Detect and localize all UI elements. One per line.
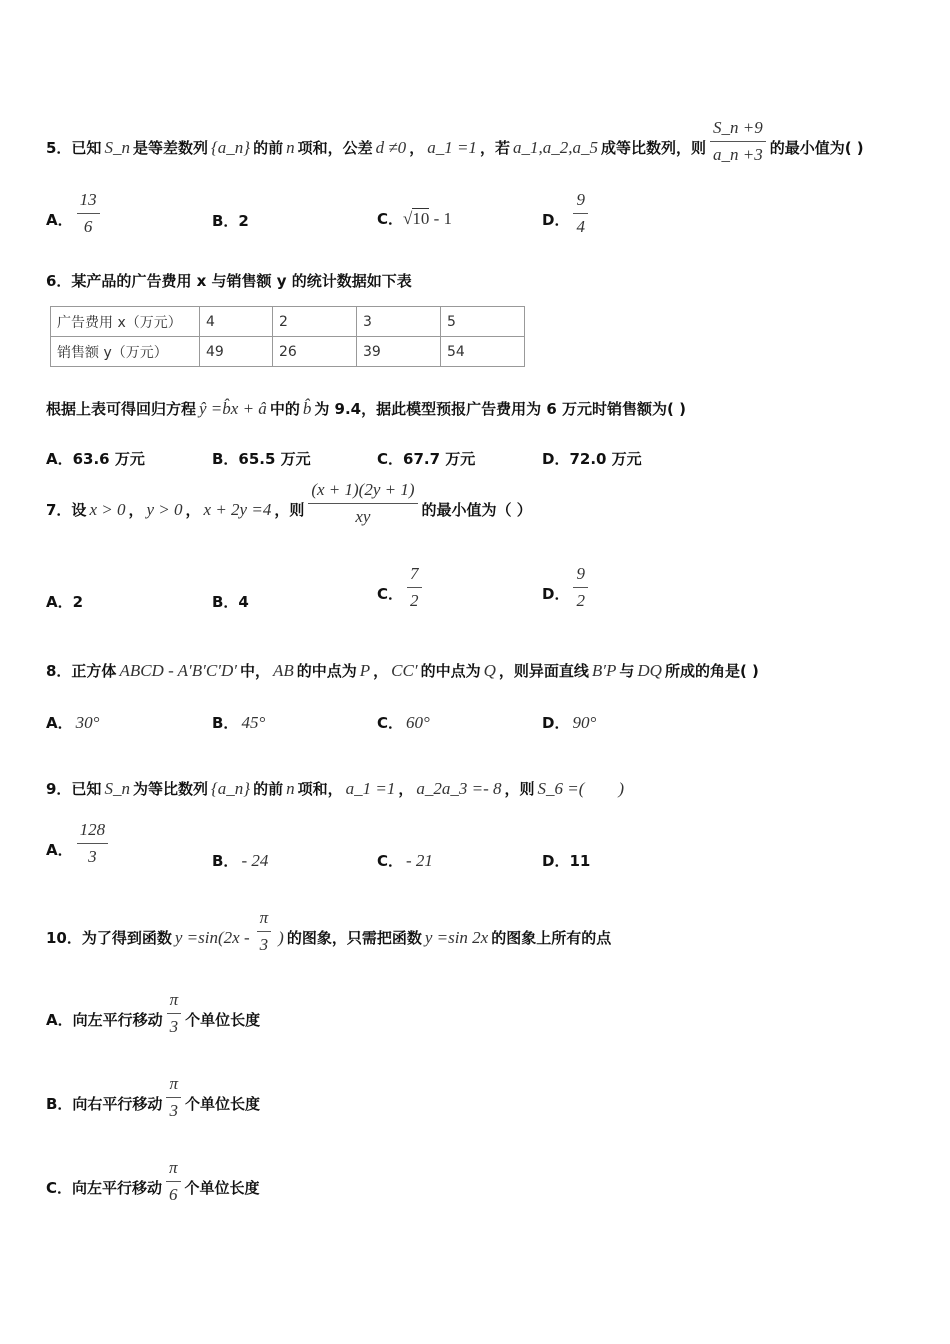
text: 6．某产品的广告费用 x 与销售额 y 的统计数据如下表	[46, 272, 412, 290]
radicand: 10	[412, 208, 430, 228]
fraction	[167, 990, 182, 1037]
text: A．	[46, 841, 73, 859]
text: A．63.6 万元	[46, 450, 145, 468]
q7-option-d	[542, 564, 592, 617]
table-cell: 广告费用 x（万元）	[51, 307, 200, 337]
text: 的前	[253, 780, 284, 798]
text: C．	[377, 852, 404, 870]
text: 项和，	[297, 780, 343, 798]
text: 是等差数列	[132, 139, 208, 157]
q9-option-b	[212, 850, 271, 871]
text: 的图象上所有的点	[491, 929, 612, 947]
text: ，	[398, 780, 414, 798]
text: ，	[409, 139, 425, 157]
math-expression: x > 0	[89, 499, 126, 519]
text: A．向左平行移动	[46, 1011, 163, 1029]
q10-stem	[46, 908, 612, 961]
math-expression: a_1 =1	[427, 137, 477, 157]
text: 中，	[239, 662, 270, 680]
text: B．	[212, 852, 239, 870]
q5-stem	[46, 118, 864, 171]
math-expression: {a_n}	[210, 137, 251, 157]
text: 的最小值为（ ）	[421, 501, 532, 519]
numerator: π	[166, 1158, 181, 1182]
text: A．2	[46, 593, 84, 611]
math-expression: )	[278, 927, 284, 947]
math-expression: ABCD - A′B′C′D′	[119, 660, 237, 680]
q6-option-b	[212, 448, 311, 469]
data-table	[50, 306, 525, 367]
text: 9．已知	[46, 780, 102, 798]
text: 个单位长度	[184, 1179, 260, 1197]
text: ，则	[504, 780, 535, 798]
math-expression: b̂	[302, 398, 312, 418]
fraction	[573, 190, 588, 237]
denominator: 3	[88, 847, 97, 866]
q7-option-a	[46, 591, 83, 612]
math-expression: B′P	[591, 660, 617, 680]
q5-option-d	[542, 190, 592, 243]
math-expression: Q	[483, 660, 496, 680]
text: C．	[377, 714, 404, 732]
text: 的图象，只需把函数	[286, 929, 422, 947]
math-expression: AB	[272, 660, 294, 680]
text: C．67.7 万元	[377, 450, 476, 468]
q10-option-b	[46, 1074, 260, 1127]
q6-text	[46, 398, 686, 419]
text: B．65.5 万元	[212, 450, 311, 468]
q8-option-b	[212, 712, 268, 733]
denominator: 6	[83, 217, 93, 236]
text: C．向左平行移动	[46, 1179, 163, 1197]
text: B．向右平行移动	[46, 1095, 163, 1113]
text: C．	[377, 585, 404, 603]
math-expression: S_n	[104, 137, 130, 157]
text: 为等比数列	[132, 780, 208, 798]
denominator: a_n +3	[712, 145, 763, 164]
q8-option-a	[46, 712, 102, 733]
table-cell: 3	[357, 307, 441, 337]
fraction	[77, 190, 100, 237]
denominator: 6	[169, 1185, 178, 1204]
text: 根据上表可得回归方程	[46, 400, 197, 418]
math-expression: y =sin 2x	[424, 927, 489, 947]
q5-option-a	[46, 190, 104, 243]
q6-option-d	[542, 448, 642, 469]
text: 与	[619, 662, 635, 680]
text: 成等比数列，则	[600, 139, 706, 157]
denominator: 3	[169, 1017, 179, 1036]
q10-option-c	[46, 1158, 260, 1211]
text: B．2	[212, 212, 249, 230]
table-cell: 54	[441, 337, 525, 367]
text: ，	[185, 501, 201, 519]
fraction	[257, 908, 272, 955]
fraction	[166, 1158, 181, 1205]
q5-option-c	[377, 208, 452, 229]
fraction	[573, 564, 588, 611]
text: 7．设	[46, 501, 87, 519]
q7-stem	[46, 480, 532, 533]
q9-option-c	[377, 850, 436, 871]
fraction	[308, 480, 417, 527]
q9-option-d	[542, 850, 590, 871]
math-expression: S_n	[104, 778, 130, 798]
q8-stem	[46, 660, 759, 681]
text: 项和，公差	[297, 139, 373, 157]
math-expression: 30°	[75, 712, 100, 732]
denominator: 2	[410, 591, 419, 610]
numerator: π	[167, 990, 182, 1014]
q6-stem	[46, 270, 412, 291]
math-expression: P	[359, 660, 371, 680]
text: D．72.0 万元	[542, 450, 642, 468]
text: 个单位长度	[184, 1095, 260, 1113]
text: 的最小值为( )	[769, 139, 864, 157]
fraction	[710, 118, 766, 165]
text: ，则	[274, 501, 305, 519]
q5-option-b	[212, 210, 249, 231]
math-expression: S_6 =( )	[537, 778, 625, 798]
text: A．	[46, 714, 73, 732]
text: 的前	[253, 139, 284, 157]
text: 的中点为	[420, 662, 481, 680]
text: 所成的角是( )	[664, 662, 759, 680]
math-expression: - 24	[241, 850, 269, 870]
denominator: 3	[259, 935, 269, 954]
math-expression: 45°	[241, 712, 266, 732]
math-expression: x + 2y =4	[203, 499, 272, 519]
text: A．	[46, 211, 73, 229]
numerator: π	[166, 1074, 181, 1098]
fraction	[166, 1074, 181, 1121]
fraction	[407, 564, 422, 611]
numerator: π	[257, 908, 272, 932]
text: 的中点为	[296, 662, 357, 680]
q9-stem	[46, 778, 627, 799]
q6-option-c	[377, 448, 475, 469]
math-expression: ŷ =b̂x + â	[199, 398, 267, 418]
math-expression: 90°	[572, 712, 597, 732]
table-row	[51, 337, 525, 367]
text: ，	[373, 662, 389, 680]
math-expression: {a_n}	[210, 778, 251, 798]
text: D．	[542, 585, 570, 603]
math-expression: d ≠0	[375, 137, 407, 157]
text: 10．为了得到函数	[46, 929, 172, 947]
math-expression: n	[286, 137, 295, 157]
radical-sign-icon: √	[403, 208, 413, 228]
text: B．4	[212, 593, 249, 611]
numerator: S_n +9	[710, 118, 766, 142]
math-expression: n	[286, 778, 295, 798]
math-expression: DQ	[637, 660, 662, 680]
table-cell: 26	[273, 337, 357, 367]
text: D．	[542, 714, 570, 732]
denominator: xy	[355, 507, 371, 526]
text: B．	[212, 714, 239, 732]
math-expression: y > 0	[146, 499, 183, 519]
denominator: 4	[576, 217, 585, 236]
math-expression: a_2a_3 =- 8	[416, 778, 502, 798]
math-expression: 60°	[406, 712, 430, 732]
fraction	[77, 820, 109, 867]
radical-rest: - 1	[429, 208, 453, 228]
text: 5．已知	[46, 139, 102, 157]
math-expression: a_1 =1	[345, 778, 396, 798]
text: ，若	[479, 139, 510, 157]
table-cell: 49	[200, 337, 273, 367]
q9-option-a	[46, 820, 112, 873]
table-cell: 5	[441, 307, 525, 337]
math-expression: CC′	[391, 660, 418, 680]
math-expression: y =sin(2x -	[174, 927, 250, 947]
q7-option-c	[377, 564, 426, 617]
q6-option-a	[46, 448, 145, 469]
denominator: 3	[169, 1101, 178, 1120]
denominator: 2	[576, 591, 585, 610]
q10-option-a	[46, 990, 261, 1043]
math-expression: - 21	[406, 850, 433, 870]
numerator: (x + 1)(2y + 1)	[308, 480, 417, 504]
text: 为 9.4，据此模型预报广告费用为 6 万元时销售额为( )	[314, 400, 686, 418]
text: ，则异面直线	[498, 662, 589, 680]
q8-option-c	[377, 712, 433, 733]
math-expression: a_1,a_2,a_5	[512, 137, 598, 157]
numerator: 9	[573, 564, 588, 588]
numerator: 13	[77, 190, 100, 214]
numerator: 7	[407, 564, 422, 588]
q7-option-b	[212, 591, 249, 612]
text: D．11	[542, 852, 591, 870]
square-root	[403, 209, 452, 229]
table-cell: 销售额 y（万元）	[51, 337, 200, 367]
numerator: 9	[573, 190, 588, 214]
text: 个单位长度	[185, 1011, 261, 1029]
table-cell: 2	[273, 307, 357, 337]
text: 8．正方体	[46, 662, 117, 680]
table-cell: 39	[357, 337, 441, 367]
text: ，	[128, 501, 144, 519]
text: C．	[377, 210, 404, 228]
numerator: 128	[77, 820, 109, 844]
table-row	[51, 307, 525, 337]
text: D．	[542, 211, 570, 229]
q8-option-d	[542, 712, 599, 733]
text: 中的	[269, 400, 300, 418]
table-cell: 4	[200, 307, 273, 337]
